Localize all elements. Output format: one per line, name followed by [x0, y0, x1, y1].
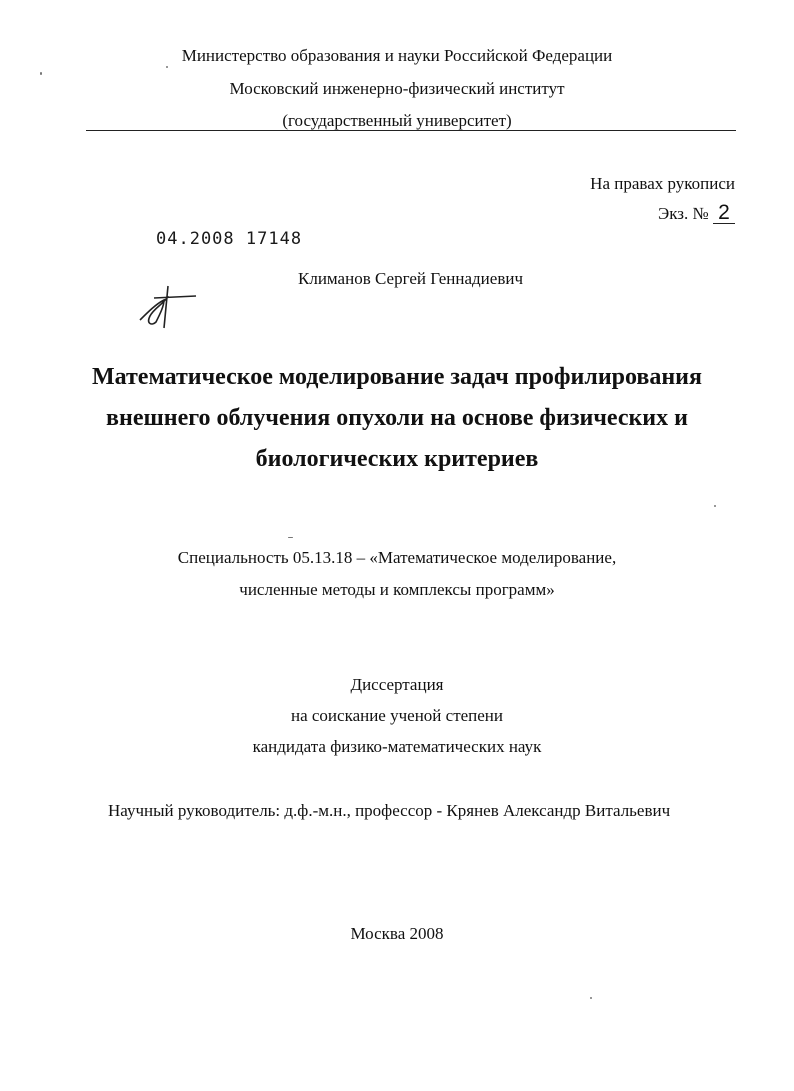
- university-line: (государственный университет): [282, 111, 512, 130]
- manuscript-rights: На правах рукописи: [590, 174, 735, 193]
- specialty-line-2: численные методы и комплексы программ»: [239, 580, 555, 599]
- scan-speck: [288, 537, 293, 538]
- title-line-3: биологических критериев: [255, 446, 539, 472]
- place-year: Москва 2008: [350, 924, 444, 943]
- specialty-line-1: Специальность 05.13.18 – «Математическое моделирование,: [177, 548, 617, 567]
- scan-speck: [40, 72, 42, 75]
- dissertation-label: Диссертация: [350, 675, 444, 694]
- institute-line: Московский инженерно-физический институт: [229, 79, 565, 98]
- degree-line-1: на соискание ученой степени: [290, 706, 504, 725]
- copy-number-label: Экз. №: [658, 204, 709, 223]
- title-line-2: внешнего облучения опухоли на основе физических и: [106, 405, 688, 431]
- ministry-line: Министерство образования и науки Российской Федерации: [181, 46, 613, 65]
- copy-number-line: [658, 203, 735, 224]
- copy-number-value: 2: [713, 203, 735, 224]
- scan-speck: [714, 505, 716, 507]
- dissertation-degree-block: [0, 669, 794, 762]
- author-name: Климанов Сергей Геннадиевич: [298, 269, 524, 288]
- degree-line-2: кандидата физико-математических наук: [252, 737, 542, 756]
- header-divider: [86, 130, 736, 131]
- signature-mark: [138, 282, 202, 330]
- supervisor-line: Научный руководитель: д.ф.-м.н., профессор - Крянев Александр Витальевич: [108, 801, 671, 820]
- title-line-1: Математическое моделирование задач профилирования: [91, 364, 702, 390]
- registration-stamp: 04.2008 17148: [156, 229, 303, 249]
- scan-speck: [590, 997, 592, 999]
- scan-speck: [166, 66, 168, 68]
- dissertation-title: [0, 357, 794, 480]
- specialty-block: [0, 542, 794, 606]
